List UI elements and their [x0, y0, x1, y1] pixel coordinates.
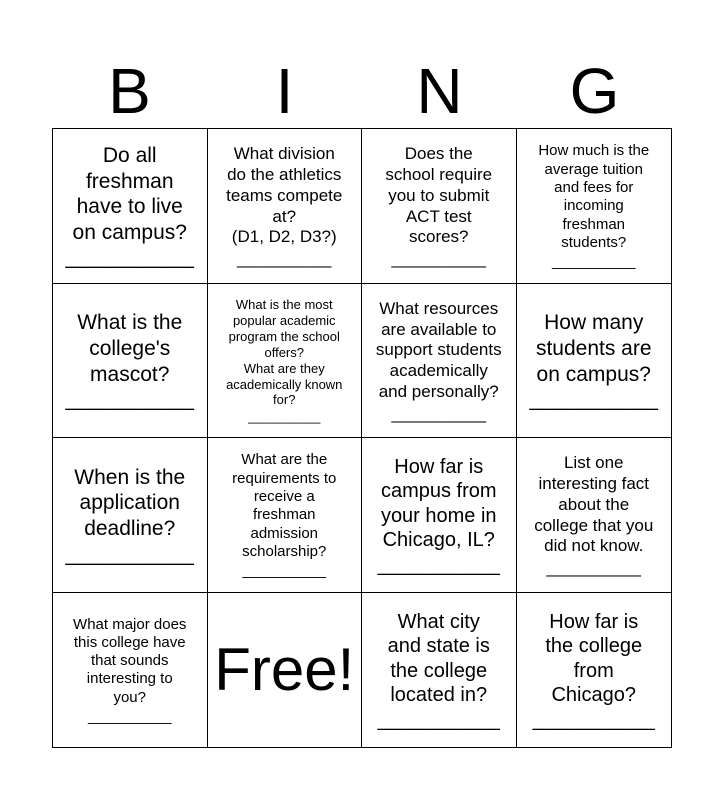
cell-question: What major does this college have that sounds interesting to you? [73, 615, 187, 706]
answer-blank: ___________ [65, 388, 194, 412]
answer-blank: ___________ [65, 542, 194, 566]
bingo-cell-r1c2 [208, 129, 363, 284]
header-letter-n: N [416, 55, 463, 127]
bingo-cell-r2c4 [517, 284, 672, 439]
bingo-cell-r1c3 [362, 129, 517, 284]
header-letter-i: I [275, 55, 294, 127]
bingo-cell-r1c1 [53, 129, 208, 284]
bingo-cell-r4c4 [517, 593, 672, 748]
cell-question: How many students are on campus? [535, 311, 652, 386]
answer-blank: __________ [552, 253, 636, 271]
answer-blank: __________ [391, 403, 487, 423]
cell-question: What division do the athletics teams compete at? (D1, D2, D3?) [226, 144, 343, 247]
answer-blank: __________ [546, 558, 642, 578]
bingo-cell-r3c1 [53, 438, 208, 593]
cell-question: What city and state is the college located in? [387, 610, 490, 707]
cell-question: Does the school require you to submit ACT test scores? [385, 144, 493, 247]
bingo-cell-r4c3 [362, 593, 517, 748]
free-space-label: Free! [214, 635, 355, 703]
answer-blank: __________ [242, 562, 326, 580]
cell-question: List one interesting fact about the college that you did not know. [534, 453, 654, 556]
answer-blank: __________ [391, 249, 487, 269]
bingo-cell-r2c3 [362, 284, 517, 439]
bingo-cell-r3c2 [208, 438, 363, 593]
cell-question: How far is the college from Chicago? [545, 610, 643, 707]
header-letter-b: B [108, 55, 151, 127]
bingo-cell-r3c4 [517, 438, 672, 593]
header-letter-g: G [569, 55, 620, 127]
bingo-cell-r4c1 [53, 593, 208, 748]
bingo-cell-r3c3 [362, 438, 517, 593]
bingo-cell-free [208, 593, 363, 748]
answer-blank: __________ [248, 409, 321, 425]
bingo-header [52, 55, 672, 127]
cell-question: How much is the average tuition and fees for incoming freshman students? [538, 142, 650, 251]
cell-question: When is the application deadline? [74, 465, 186, 541]
cell-question: What is the college's mascot? [77, 311, 183, 386]
answer-blank: ___________ [377, 553, 500, 576]
answer-blank: ___________ [65, 246, 194, 270]
answer-blank: ___________ [532, 708, 655, 731]
bingo-grid [52, 128, 672, 748]
answer-blank: ___________ [529, 388, 658, 412]
bingo-cell-r1c4 [517, 129, 672, 284]
answer-blank: ___________ [377, 708, 500, 731]
cell-question: How far is campus from your home in Chicago, IL? [380, 455, 497, 552]
bingo-cell-r2c2 [208, 284, 363, 439]
answer-blank: __________ [88, 707, 172, 725]
cell-question: What resources are available to support students academically and personally? [375, 298, 502, 401]
cell-question: What are the requirements to receive a freshman admission scholarship? [232, 451, 337, 560]
cell-question: Do all freshman have to live on campus? [72, 144, 187, 244]
answer-blank: __________ [236, 249, 332, 269]
cell-question: What is the most popular academic program the school offers? What are they academically known for? [226, 297, 343, 408]
bingo-cell-r2c1 [53, 284, 208, 439]
